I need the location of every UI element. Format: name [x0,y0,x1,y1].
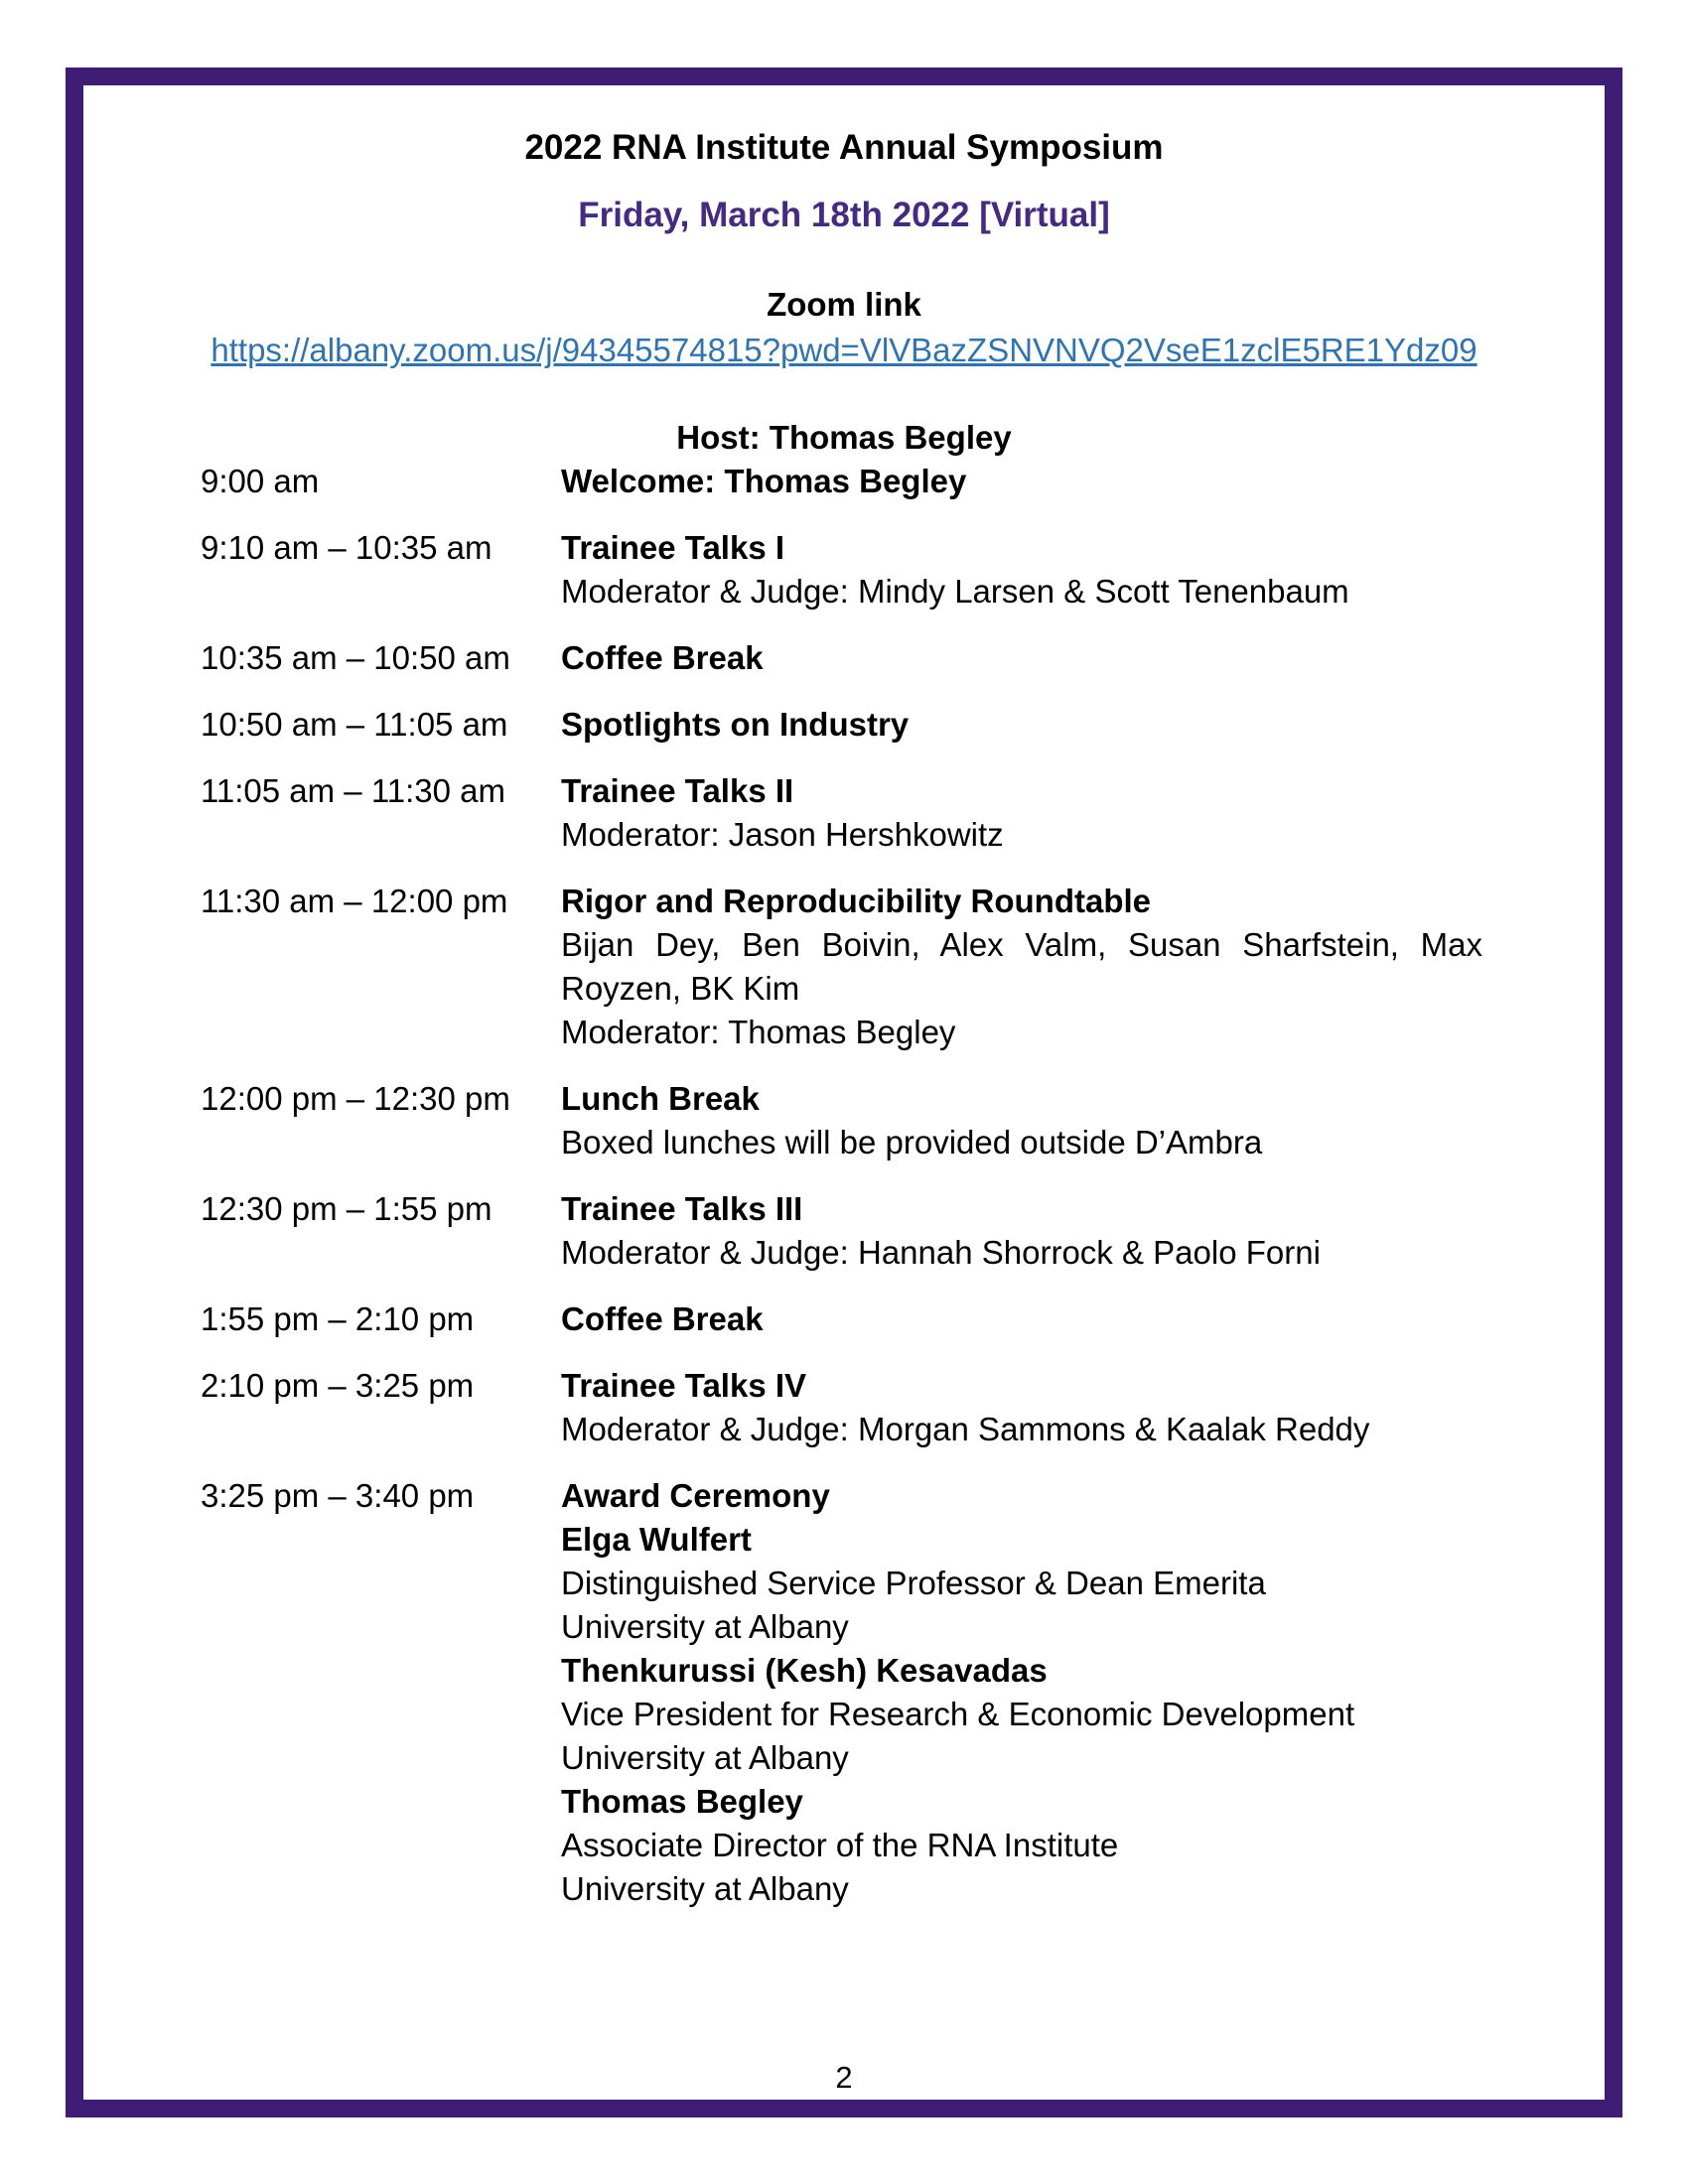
event-time: 11:30 am – 12:00 pm [201,883,508,919]
event-description [561,526,1482,614]
event-title: Lunch Break [561,1080,760,1117]
event-detail: Moderator: Thomas Begley [561,1014,956,1050]
event-time: 9:10 am – 10:35 am [201,529,492,566]
event-time: 11:05 am – 11:30 am [201,772,505,809]
page-subtitle: Friday, March 18th 2022 [Virtual] [578,196,1110,234]
page-content [83,126,1605,2140]
event-description [561,769,1482,857]
schedule-row [201,1474,1605,1911]
zoom-link-line [83,327,1605,374]
awardee-role: Associate Director of the RNA Institute [561,1827,1119,1863]
event-description [561,880,1482,1054]
awardee-affiliation: University at Albany [561,1870,849,1907]
awardee-role: Distinguished Service Professor & Dean Emerita [561,1565,1266,1601]
event-description [561,460,1482,503]
event-description [561,636,1482,680]
event-title: Rigor and Reproducibility Roundtable [561,883,1151,919]
schedule-row [201,460,1605,503]
event-description [561,1297,1482,1341]
host-line: Host: Thomas Begley [676,419,1012,456]
event-time: 3:25 pm – 3:40 pm [201,1477,475,1514]
event-time: 10:35 am – 10:50 am [201,639,510,676]
zoom-link-label: Zoom link [767,286,921,323]
event-title: Welcome: Thomas Begley [561,463,967,499]
page-number: 2 [835,2060,853,2095]
event-time: 9:00 am [201,463,320,499]
schedule-row [201,636,1605,680]
event-title: Trainee Talks III [561,1190,803,1227]
event-time: 12:30 pm – 1:55 pm [201,1190,492,1227]
zoom-link[interactable]: https://albany.zoom.us/j/94345574815?pwd=VlVBazZSNVNVQ2VseE1zclE5RE1Ydz09 [211,332,1477,368]
event-detail: Moderator: Jason Hershkowitz [561,816,1004,853]
page-title: 2022 RNA Institute Annual Symposium [524,128,1164,167]
event-detail: Moderator & Judge: Mindy Larsen & Scott Tenenbaum [561,573,1349,610]
event-time: 12:00 pm – 12:30 pm [201,1080,510,1117]
awardee-name: Thenkurussi (Kesh) Kesavadas [561,1652,1048,1689]
event-title: Coffee Break [561,639,764,676]
schedule-row [201,1077,1605,1164]
event-panelists: Bijan Dey, Ben Boivin, Alex Valm, Susan Sharfstein, Max Royzen, BK Kim [561,926,1482,1007]
schedule-row [201,880,1605,1054]
event-title: Coffee Break [561,1300,764,1337]
event-detail: Moderator & Judge: Morgan Sammons & Kaalak Reddy [561,1411,1370,1447]
event-title: Trainee Talks II [561,772,794,809]
event-description [561,1077,1482,1164]
event-title: Spotlights on Industry [561,706,910,743]
schedule-row [201,703,1605,747]
event-title: Trainee Talks IV [561,1367,807,1404]
event-detail: Moderator & Judge: Hannah Shorrock & Paolo Forni [561,1234,1321,1271]
awardee-affiliation: University at Albany [561,1608,849,1645]
event-title: Award Ceremony [561,1477,830,1514]
event-description [561,1474,1482,1911]
page-border [66,68,1622,2117]
awardee-role: Vice President for Research & Economic Development [561,1696,1355,1732]
schedule-row [201,1187,1605,1275]
event-time: 10:50 am – 11:05 am [201,706,508,743]
schedule-row [201,769,1605,857]
schedule-row [201,1364,1605,1451]
event-description [561,703,1482,747]
event-time: 2:10 pm – 3:25 pm [201,1367,475,1404]
awardee-affiliation: University at Albany [561,1739,849,1776]
event-description [561,1364,1482,1451]
event-detail: Boxed lunches will be provided outside D’Ambra [561,1124,1263,1160]
awardee-name: Thomas Begley [561,1783,803,1820]
schedule-row [201,1297,1605,1341]
event-title: Trainee Talks I [561,529,785,566]
schedule-row [201,526,1605,614]
event-time: 1:55 pm – 2:10 pm [201,1300,475,1337]
event-description [561,1187,1482,1275]
awardee-name: Elga Wulfert [561,1521,752,1558]
schedule-table [201,460,1605,1911]
